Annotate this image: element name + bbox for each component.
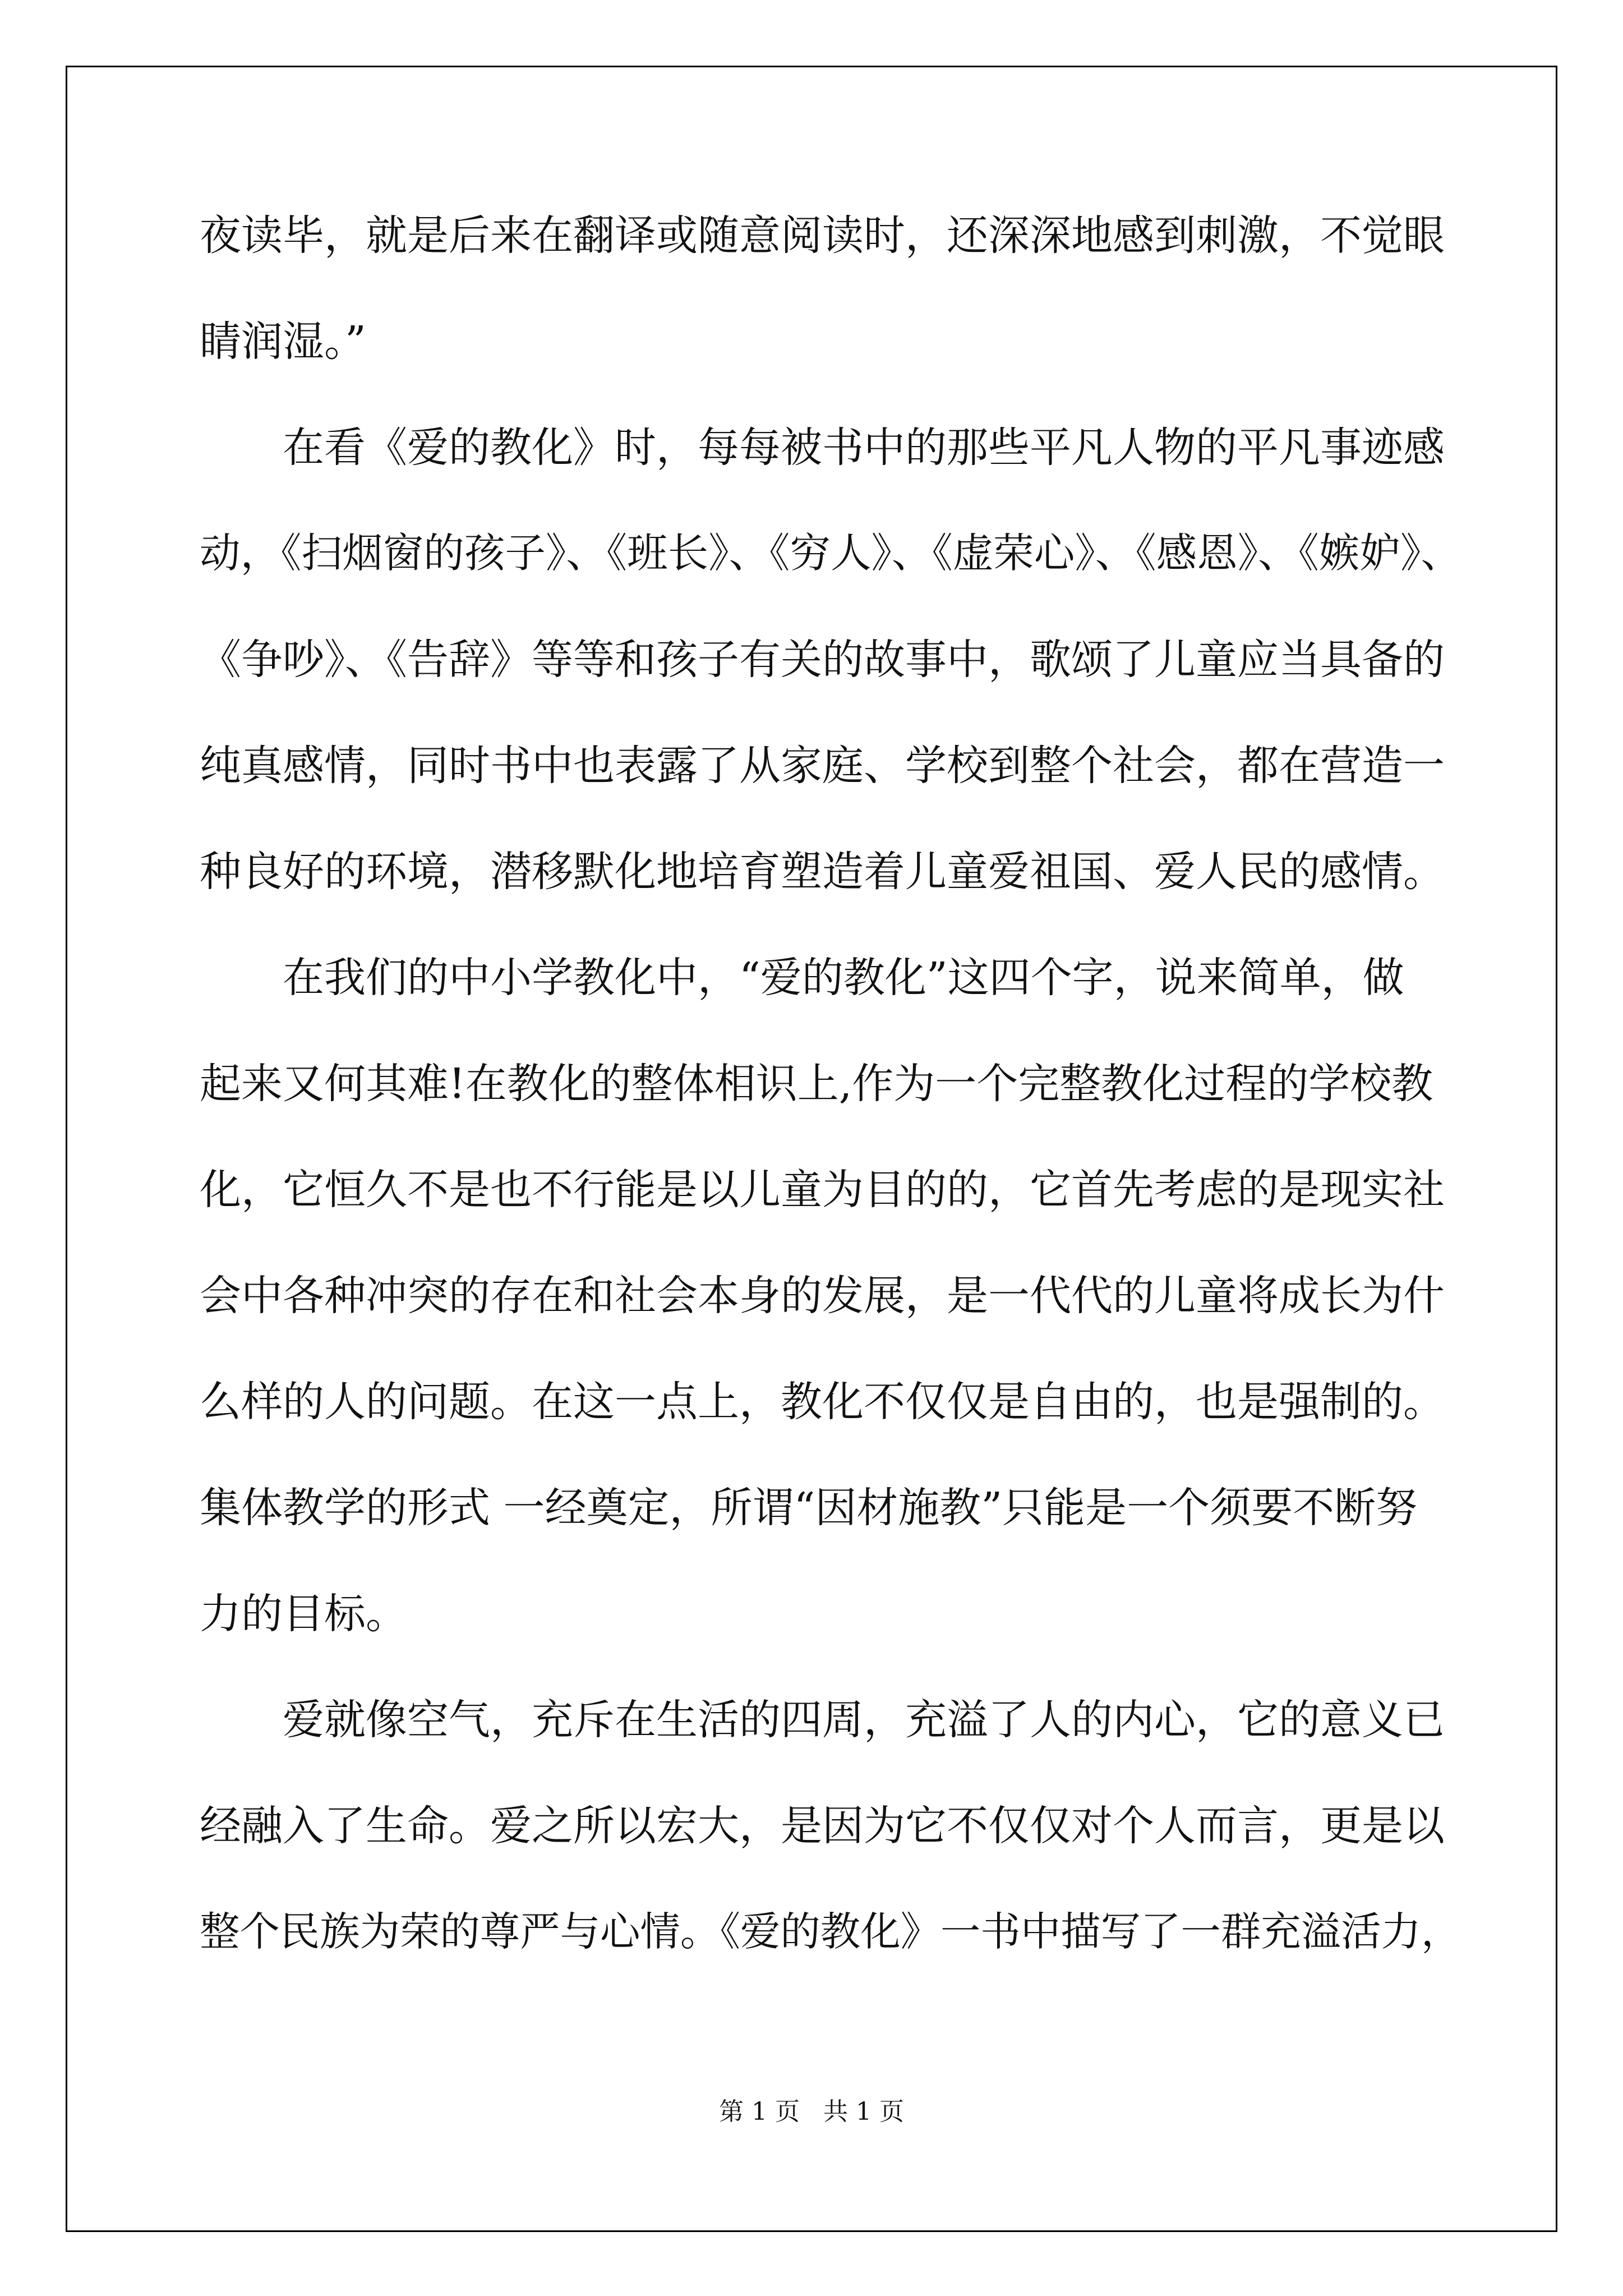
text-line: 会中各种冲突的存在和社会本身的发展，是一代代的儿童将成长为什 — [200, 1272, 1445, 1320]
text-line: 经融入了生命。爱之所以宏大，是因为它不仅仅对个人而言，更是以 — [200, 1802, 1445, 1850]
text-line: 力的目标。 — [200, 1590, 407, 1638]
text-line: 纯真感情，同时书中也表露了从家庭、学校到整个社会，都在营造一 — [200, 742, 1445, 790]
page-footer: 第 1 页 共 1 页 — [719, 2097, 904, 2126]
text-line: 起来又何其难!在教化的整体相识上,作为一个完整教化过程的学校教 — [200, 1060, 1433, 1108]
text-line: 动，《扫烟窗的孩子》、《班长》、《穷人》、《虚荣心》、《感恩》、《嫉妒》、 — [200, 530, 1461, 577]
text-line: 么样的人的问题。在这一点上，教化不仅仅是自由的，也是强制的。 — [200, 1378, 1445, 1426]
text-line: 夜读毕，就是后来在翻译或随意阅读时，还深深地感到刺激，不觉眼 — [200, 211, 1445, 260]
text-line: 爱就像空气，充斥在生活的四周，充溢了人的内心，它的意义已 — [283, 1696, 1445, 1744]
text-line: 在看《爱的教化》时，每每被书中的那些平凡人物的平凡事迹感 — [283, 424, 1445, 472]
text-line: 化，它恒久不是也不行能是以儿童为目的的，它首先考虑的是现实社 — [200, 1166, 1445, 1214]
text-line: 集体教学的形式 一经奠定，所谓“因材施教”只能是一个须要不断努 — [200, 1484, 1418, 1532]
text-line: 睛润湿。” — [200, 318, 366, 366]
text-line: 种良好的环境，潜移默化地培育塑造着儿童爱祖国、爱人民的感情。 — [200, 848, 1445, 896]
text-line: 《争吵》、《告辞》等等和孩子有关的故事中，歌颂了儿童应当具备的 — [200, 636, 1445, 684]
document-body — [200, 208, 1461, 2010]
text-line: 在我们的中小学教化中，“爱的教化”这四个字，说来简单，做 — [283, 954, 1404, 1002]
text-line: 整个民族为荣的尊严与心情。《爱的教化》一书中描写了一群充溢活力， — [200, 1908, 1461, 1955]
